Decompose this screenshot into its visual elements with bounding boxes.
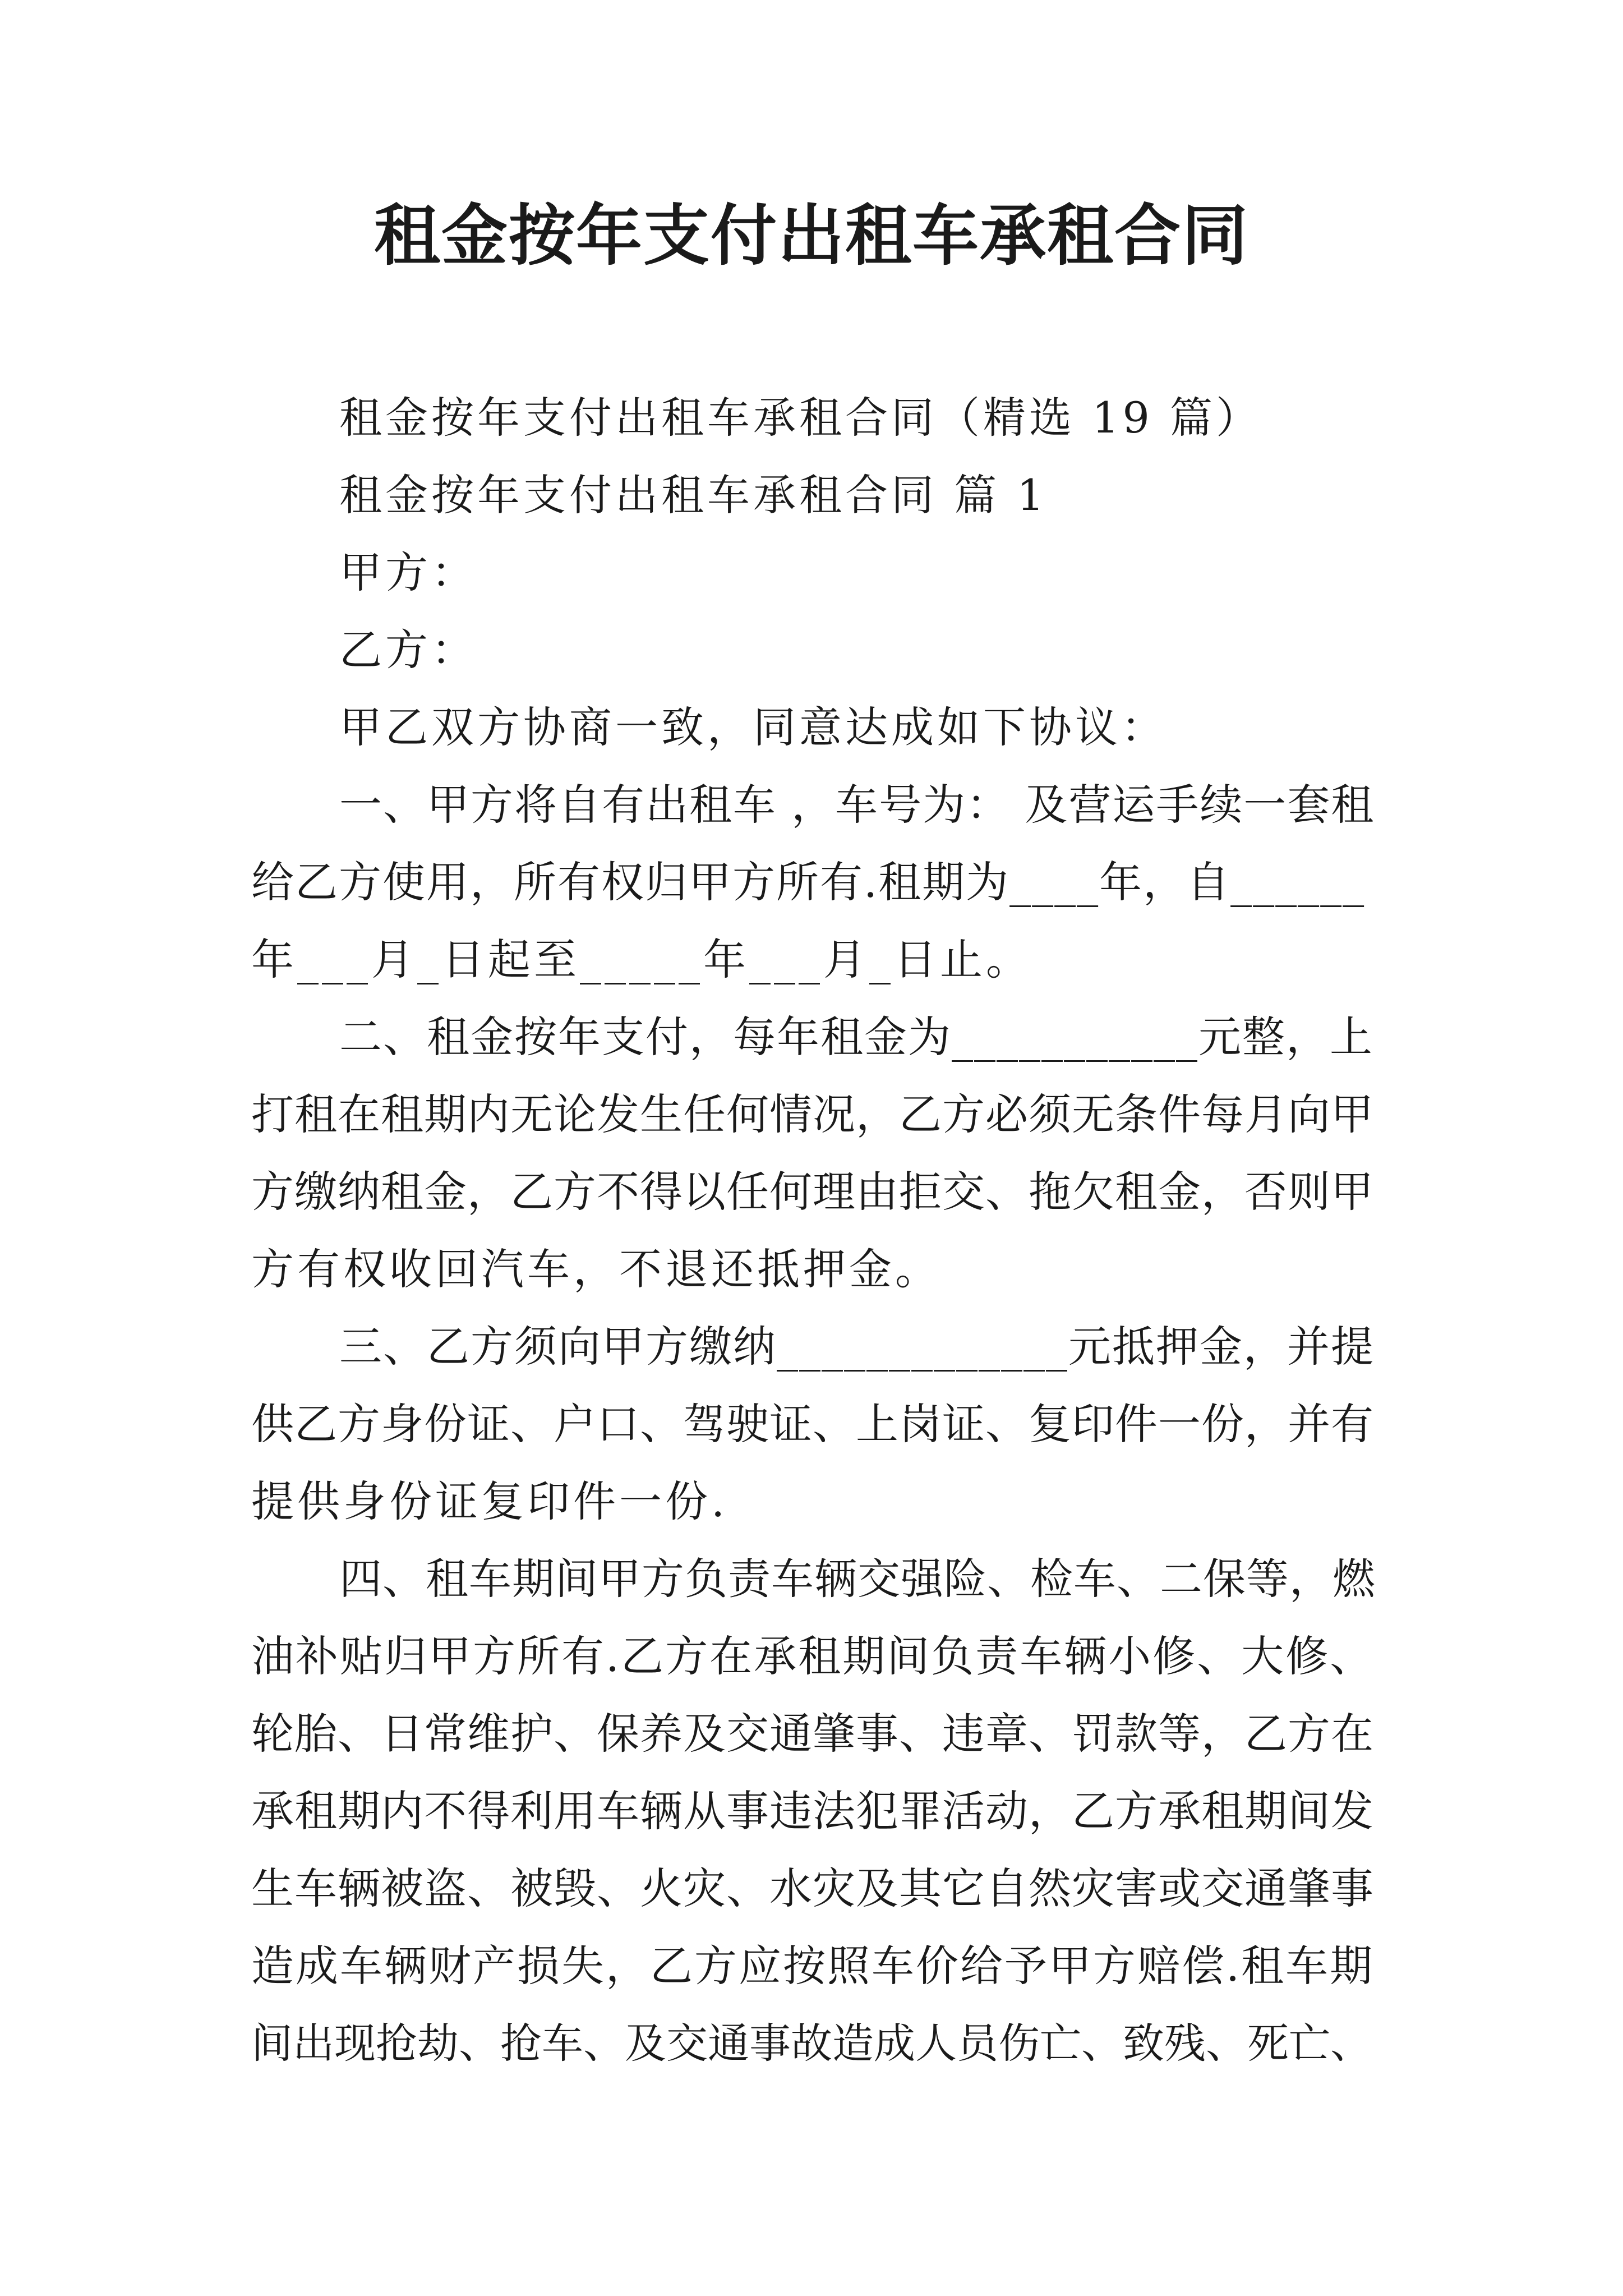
clause-4-line-4: 承租期内不得利用车辆从事违法犯罪活动，乙方承租期间发	[251, 1786, 1374, 1836]
clause-4-line-6: 造成车辆财产损失，乙方应按照车价给予甲方赔偿.租车期	[251, 1941, 1375, 1991]
agreement-intro-line: 甲乙双方协商一致，同意达成如下协议：	[339, 702, 1167, 752]
clause-3-line-1: 三、乙方须向甲方缴纳_____________元抵押金，并提	[339, 1322, 1375, 1372]
party-a-line: 甲方：	[339, 547, 477, 597]
clause-3-line-2: 供乙方身份证、户口、驾驶证、上岗证、复印件一份，并有	[251, 1399, 1374, 1449]
clause-2-line-4: 方有权收回汽车，不退还抵押金。	[251, 1244, 941, 1294]
clause-3-line-3: 提供身份证复印件一份.	[251, 1476, 728, 1526]
clause-1-line-1: 一、甲方将自有出租车 ，车号为： 及营运手续一套租	[339, 780, 1375, 830]
subtitle-line: 租金按年支付出租车承租合同（精选 19 篇）	[339, 393, 1262, 443]
document-title: 租金按年支付出租车承租合同	[374, 196, 1249, 274]
clause-4-line-5: 生车辆被盗、被毁、火灾、水灾及其它自然灾害或交通肇事	[251, 1864, 1374, 1913]
party-b-line: 乙方：	[339, 625, 477, 675]
clause-4-line-3: 轮胎、日常维护、保养及交通肇事、违章、罚款等，乙方在	[251, 1709, 1374, 1759]
section-heading: 租金按年支付出租车承租合同 篇 1	[339, 470, 1048, 520]
clause-2-line-3: 方缴纳租金，乙方不得以任何理由拒交、拖欠租金，否则甲	[251, 1167, 1374, 1217]
clause-4-line-7: 间出现抢劫、抢车、及交通事故造成人员伤亡、致残、死亡、	[251, 2019, 1372, 2068]
clause-1-line-2: 给乙方使用，所有权归甲方所有.租期为____年，自______	[251, 857, 1366, 907]
clause-2-line-1: 二、租金按年支付，每年租金为___________元整，上	[339, 1012, 1373, 1062]
clause-4-line-1: 四、租车期间甲方负责车辆交强险、检车、二保等，燃	[339, 1554, 1376, 1604]
clause-1-line-3: 年___月_日起至_____年___月_日止。	[251, 935, 1032, 984]
clause-4-line-2: 油补贴归甲方所有.乙方在承租期间负责车辆小修、大修、	[251, 1631, 1375, 1681]
clause-2-line-2: 打租在租期内无论发生任何情况，乙方必须无条件每月向甲	[251, 1089, 1374, 1139]
